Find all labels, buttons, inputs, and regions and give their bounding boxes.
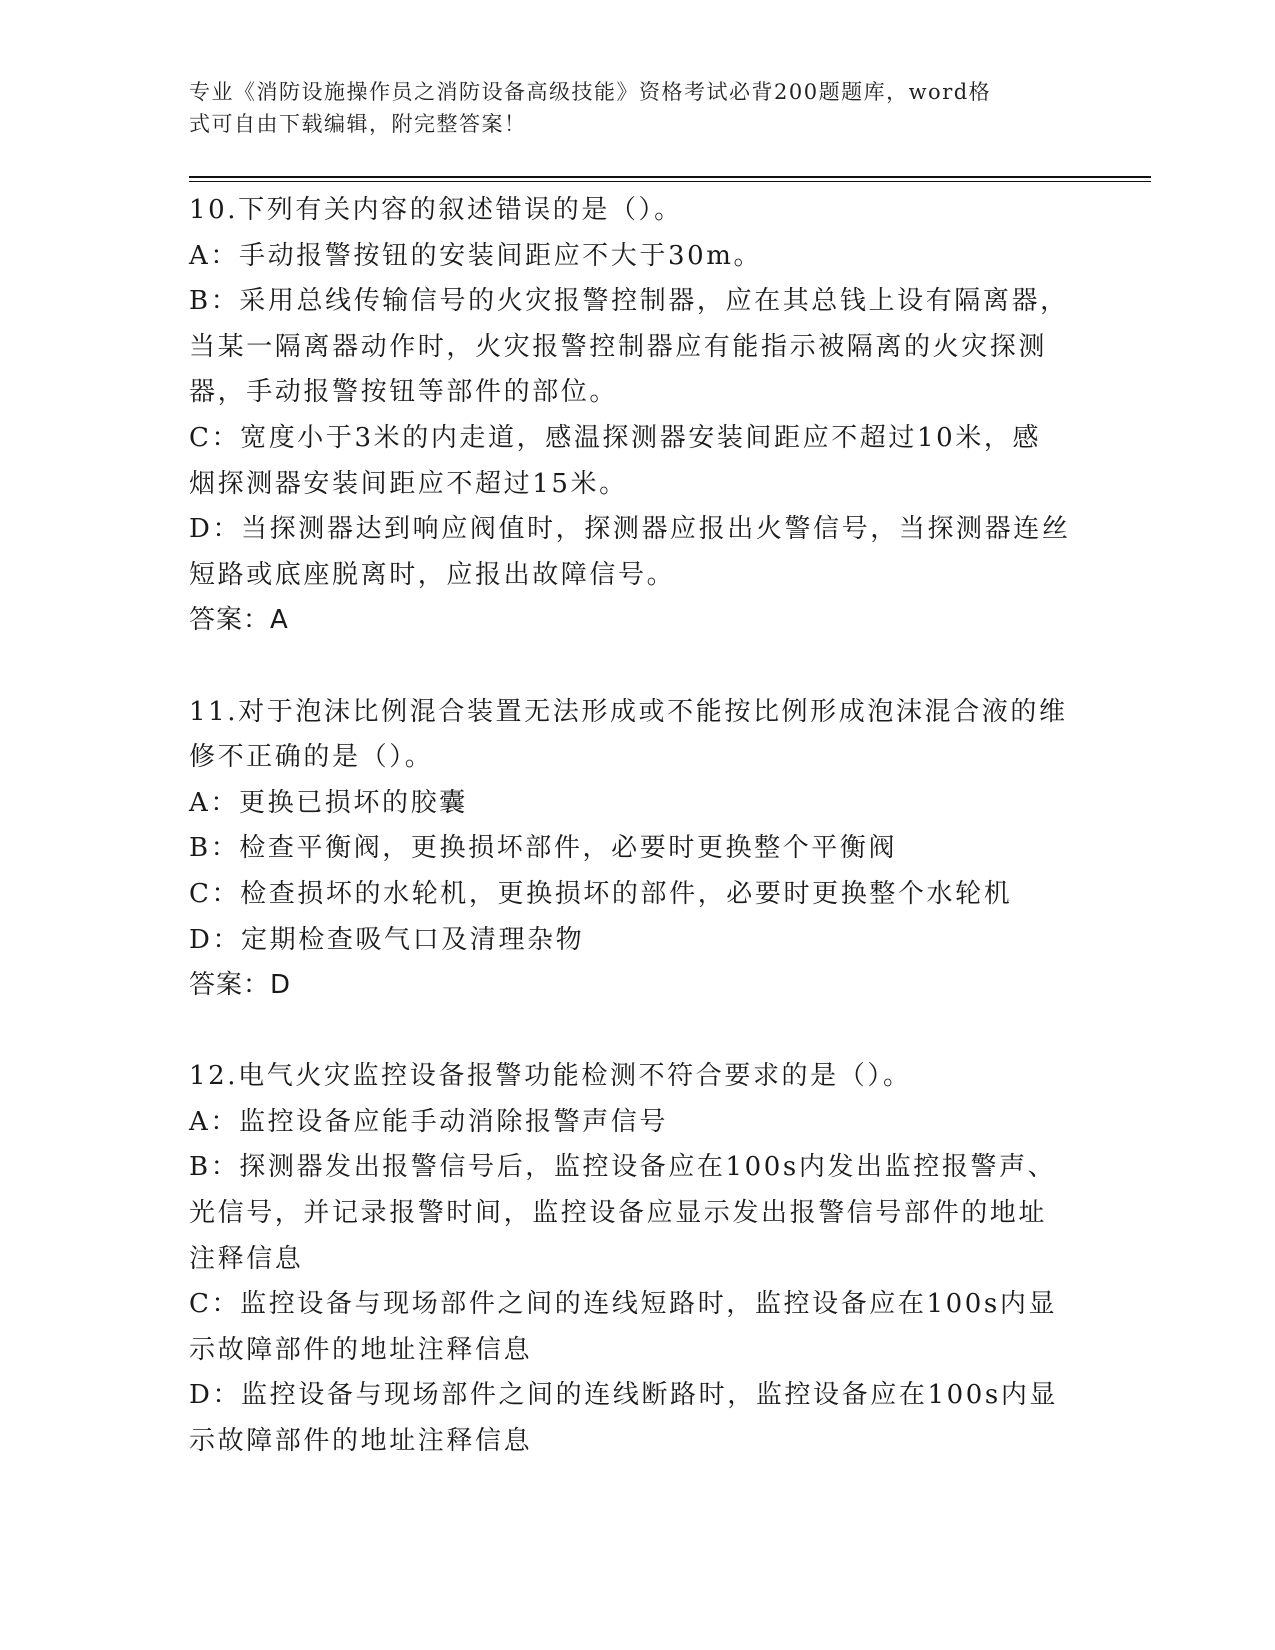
option-b: 当某一隔离器动作时，火灾报警控制器应有能指示被隔离的火灾探测 [189,331,1048,362]
spacer [189,644,1069,690]
header-line: 式可自由下载编辑，附完整答案！ [189,112,527,136]
option-b: B：检查平衡阀，更换损坏部件，必要时更换整个平衡阀 [189,833,898,864]
header-divider-thin [189,181,1151,182]
option-b: 注释信息 [189,1243,304,1274]
question-list [189,188,1069,1465]
option-d: D：监控设备与现场部件之间的连线断路时，监控设备应在100s内显 [189,1380,1059,1411]
option-d: 短路或底座脱离时，应报出故障信号。 [189,559,676,590]
option-b: B：探测器发出报警信号后，监控设备应在100s内发出监控报警声、 [189,1152,1057,1183]
option-c: C：检查损坏的水轮机，更换损坏的部件，必要时更换整个水轮机 [189,878,1013,909]
header-divider [189,176,1151,178]
option-a: A：监控设备应能手动消除报警声信号 [189,1106,668,1137]
question-stem: 10.下列有关内容的叙述错误的是（）。 [189,195,683,225]
answer: 答案：A [189,605,289,636]
question-stem: 12.电气火灾监控设备报警功能检测不符合要求的是（）。 [189,1061,912,1092]
option-d: 示故障部件的地址注释信息 [189,1426,533,1457]
question-stem: 修不正确的是（）。 [189,742,434,773]
question-11 [189,690,1069,1009]
option-c: C：监控设备与现场部件之间的连线短路时，监控设备应在100s内显 [189,1289,1058,1320]
option-d: D：定期检查吸气口及清理杂物 [189,924,585,955]
option-d: D：当探测器达到响应阀值时，探测器应报出火警信号，当探测器连丝 [189,514,1071,545]
option-a: A：更换已损坏的胶囊 [189,787,468,818]
option-c: C：宽度小于3米的内走道，感温探测器安装间距应不超过10米，感 [189,422,1042,453]
header-line: 专业《消防设施操作员之消防设备高级技能》资格考试必背200题题库，word格 [189,80,992,104]
document-header [189,76,1069,140]
option-b: 光信号，并记录报警时间，监控设备应显示发出报警信号部件的地址 [189,1198,1048,1229]
question-10 [189,188,1069,644]
option-a: A：手动报警按钮的安装间距应不大于30m。 [189,240,763,271]
option-c: 烟探测器安装间距应不超过15米。 [189,468,628,499]
question-12 [189,1054,1069,1464]
option-b: B：采用总线传输信号的火灾报警控制器，应在其总钱上设有隔离器， [189,286,1069,317]
option-c: 示故障部件的地址注释信息 [189,1334,533,1365]
spacer [189,1009,1069,1055]
option-b: 器，手动报警按钮等部件的部位。 [189,377,619,408]
answer: 答案：D [189,970,292,1001]
question-stem: 11.对于泡沫比例混合装置无法形成或不能按比例形成泡沫混合液的维 [189,696,1068,727]
